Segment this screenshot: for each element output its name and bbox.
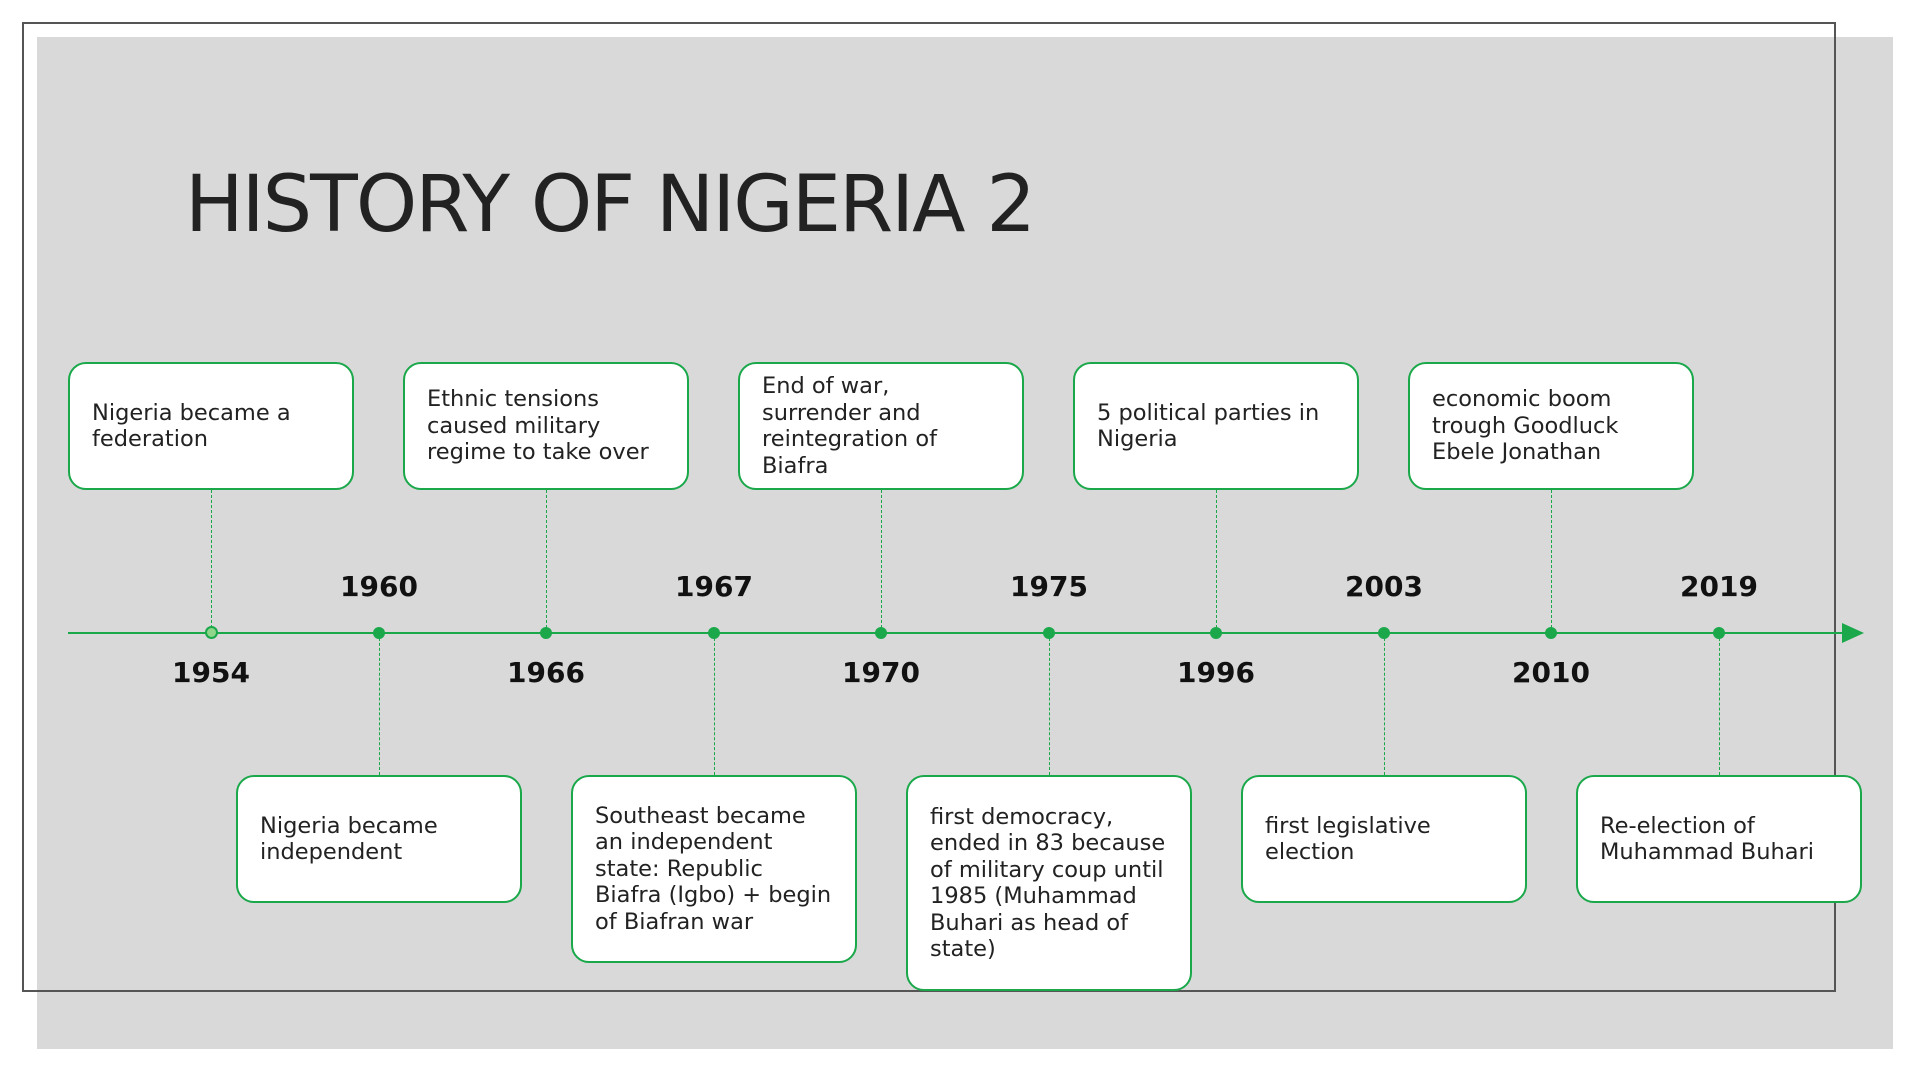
year-label: 2010	[1512, 656, 1590, 689]
year-label: 1954	[172, 656, 250, 689]
timeline-connector	[211, 490, 212, 633]
timeline-connector	[1049, 633, 1050, 775]
year-label: 1975	[1010, 570, 1088, 603]
year-label: 1966	[507, 656, 585, 689]
timeline-dot	[708, 627, 720, 639]
event-description: Re-election of Muhammad Buhari	[1600, 812, 1815, 865]
year-label: 1970	[842, 656, 920, 689]
timeline-axis	[68, 632, 1842, 634]
event-description: economic boom trough Goodluck Ebele Jonathan	[1432, 386, 1619, 466]
event-description: first legislative election	[1265, 812, 1431, 865]
timeline-dot	[1378, 627, 1390, 639]
timeline-connector	[379, 633, 380, 775]
event-description: End of war, surrender and reintegration of Biafra	[762, 373, 938, 479]
event-card	[1408, 362, 1694, 490]
timeline-connector	[881, 490, 882, 633]
event-card	[906, 775, 1192, 991]
timeline-arrow-icon	[1842, 623, 1864, 643]
event-card	[68, 362, 354, 490]
event-description: first democracy, ended in 83 because of military coup until 1985 (Muhammad Buhari as head of state)	[930, 803, 1166, 962]
timeline-connector	[1551, 490, 1552, 633]
event-card	[1073, 362, 1359, 490]
timeline-dot	[1210, 627, 1222, 639]
timeline-connector	[1216, 490, 1217, 633]
year-label: 2003	[1345, 570, 1423, 603]
event-card	[1241, 775, 1527, 903]
timeline-dot	[1713, 627, 1725, 639]
event-description: Ethnic tensions caused military regime to take over	[427, 386, 649, 466]
timeline-connector	[546, 490, 547, 633]
timeline-connector	[1384, 633, 1385, 775]
timeline-dot	[373, 627, 385, 639]
page-title: HISTORY OF NIGERIA 2	[185, 160, 1034, 250]
event-description: Nigeria became a federation	[92, 399, 291, 452]
timeline-dot	[1043, 627, 1055, 639]
event-description: 5 political parties in Nigeria	[1097, 399, 1320, 452]
event-description: Southeast became an independent state: Republic Biafra (Igbo) + begin of Biafran war	[595, 802, 832, 935]
timeline-dot	[540, 627, 552, 639]
event-card	[403, 362, 689, 490]
event-description: Nigeria became independent	[260, 812, 438, 865]
year-label: 2019	[1680, 570, 1758, 603]
year-label: 1967	[675, 570, 753, 603]
timeline-dot	[205, 626, 218, 639]
timeline-dot	[875, 627, 887, 639]
timeline-connector	[714, 633, 715, 775]
event-card	[738, 362, 1024, 490]
timeline-dot	[1545, 627, 1557, 639]
timeline-connector	[1719, 633, 1720, 775]
event-card	[1576, 775, 1862, 903]
event-card	[571, 775, 857, 963]
event-card	[236, 775, 522, 903]
year-label: 1996	[1177, 656, 1255, 689]
year-label: 1960	[340, 570, 418, 603]
